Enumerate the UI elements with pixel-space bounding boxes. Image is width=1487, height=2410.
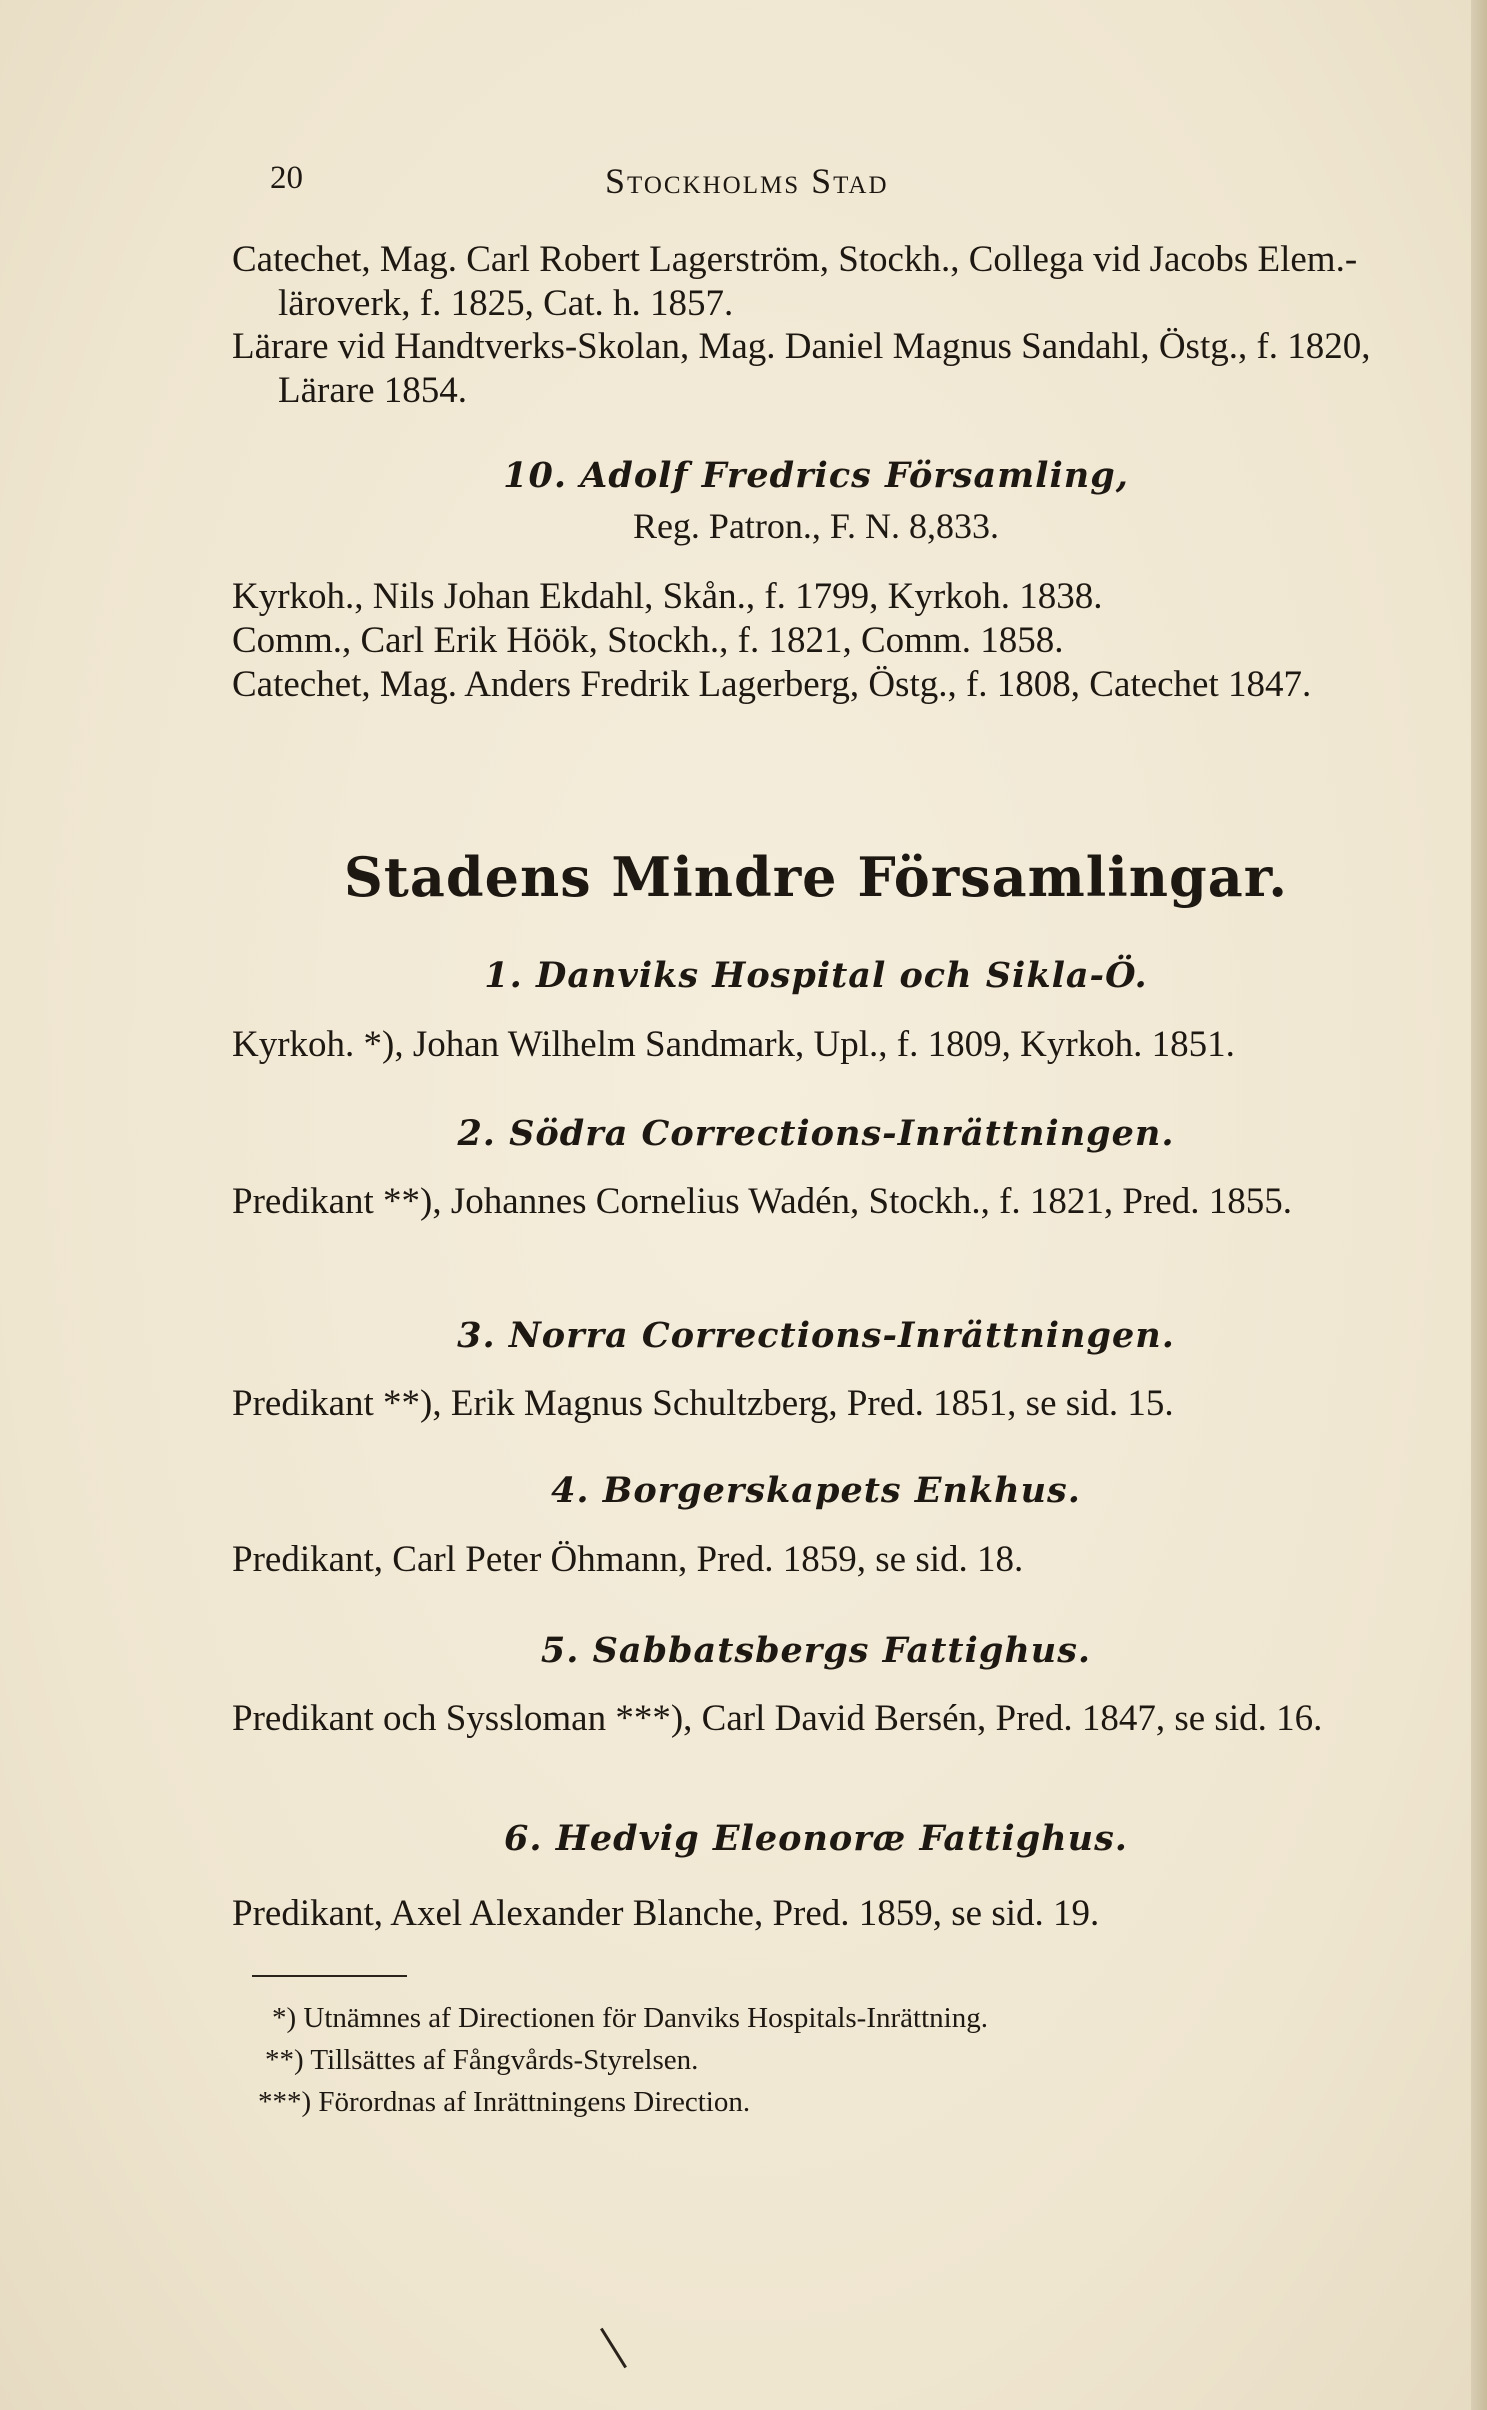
ink-mark bbox=[600, 2328, 627, 2369]
subsection-heading-4: 4. Borgerskapets Enkhus. bbox=[551, 1470, 1081, 1511]
running-title: Stockholms Stad bbox=[605, 161, 889, 201]
subsection-heading-5: 5. Sabbatsbergs Fattighus. bbox=[540, 1630, 1092, 1671]
subsection-heading-1: 1. Danviks Hospital och Sikla-Ö. bbox=[484, 955, 1148, 996]
footnote-1: *) Utnämnes af Directionen för Danviks Hospitals-Inrättning. bbox=[272, 2002, 988, 2034]
main-heading: Stadens Mindre Församlingar. bbox=[343, 845, 1289, 909]
page-number: 20 bbox=[270, 160, 303, 196]
subsection-heading-6: 6. Hedvig Eleonoræ Fattighus. bbox=[504, 1818, 1128, 1859]
entry-larare-sandahl: Lärare vid Handtverks-Skolan, Mag. Daniel Magnus Sandahl, Östg., f. 1820, Lärare 1854. bbox=[232, 326, 1371, 411]
section-10-subtitle: Reg. Patron., F. N. 8,833. bbox=[632, 506, 1000, 546]
footnote-divider bbox=[252, 1975, 407, 1977]
subsection-entry-6: Predikant, Axel Alexander Blanche, Pred. 1859, se sid. 19. bbox=[232, 1893, 1100, 1934]
page-header bbox=[270, 160, 1010, 210]
section-heading-10: 10. Adolf Fredrics Församling, bbox=[503, 455, 1129, 496]
subsection-entry-3: Predikant **), Erik Magnus Schultzberg, Pred. 1851, se sid. 15. bbox=[232, 1383, 1174, 1424]
subsection-entry-4: Predikant, Carl Peter Öhmann, Pred. 1859, se sid. 18. bbox=[232, 1539, 1024, 1580]
subsection-entry-5: Predikant och Syssloman ***), Carl David Bersén, Pred. 1847, se sid. 16. bbox=[232, 1698, 1323, 1739]
footnote-2: **) Tillsättes af Fångvårds-Styrelsen. bbox=[265, 2044, 699, 2076]
entry-catechet-lagerberg: Catechet, Mag. Anders Fredrik Lagerberg, Östg., f. 1808, Catechet 1847. bbox=[232, 664, 1312, 705]
footnote-3: ***) Förordnas af Inrättningens Direction. bbox=[258, 2086, 751, 2118]
subsection-entry-2: Predikant **), Johannes Cornelius Wadén, Stockh., f. 1821, Pred. 1855. bbox=[232, 1181, 1292, 1222]
page-edge bbox=[1471, 0, 1487, 2410]
entry-comm-hook: Comm., Carl Erik Höök, Stockh., f. 1821, Comm. 1858. bbox=[232, 620, 1064, 661]
subsection-heading-2: 2. Södra Corrections-Inrättningen. bbox=[457, 1113, 1175, 1154]
entry-kyrkoh-ekdahl: Kyrkoh., Nils Johan Ekdahl, Skån., f. 1799, Kyrkoh. 1838. bbox=[232, 576, 1103, 617]
subsection-heading-3: 3. Norra Corrections-Inrättningen. bbox=[457, 1315, 1175, 1356]
subsection-entry-1: Kyrkoh. *), Johan Wilhelm Sandmark, Upl., f. 1809, Kyrkoh. 1851. bbox=[232, 1024, 1235, 1065]
entry-catechet-lagerstrom: Catechet, Mag. Carl Robert Lagerström, Stockh., Collega vid Jacobs Elem.-läroverk, f. 1825, Cat. h. 1857. bbox=[232, 239, 1358, 324]
